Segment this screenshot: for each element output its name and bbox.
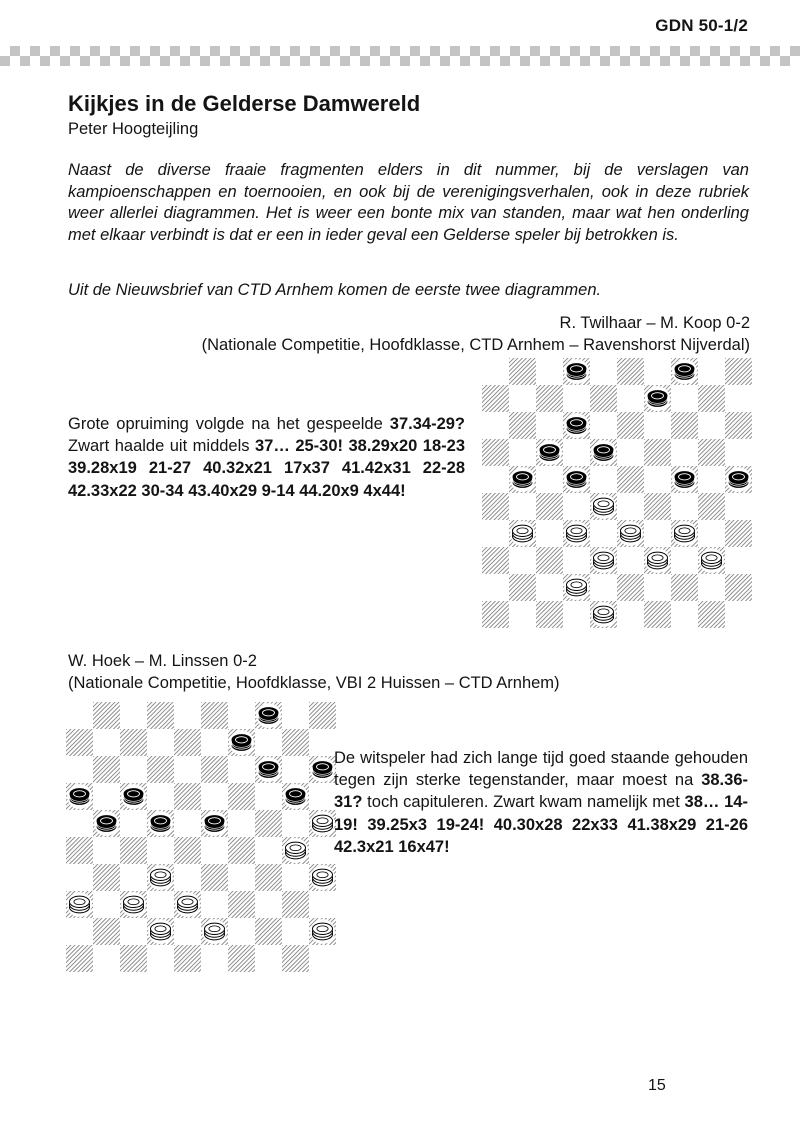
dark-square (120, 945, 147, 972)
light-square (255, 783, 282, 810)
light-square (255, 945, 282, 972)
dark-square (563, 520, 590, 547)
dark-square (725, 466, 752, 493)
dark-square (617, 412, 644, 439)
light-square (309, 945, 336, 972)
dark-square (698, 439, 725, 466)
dark-square (563, 466, 590, 493)
black-piece (309, 756, 336, 783)
move-notation: 37.34-29? (389, 415, 465, 433)
light-square (509, 439, 536, 466)
light-square (509, 385, 536, 412)
light-square (228, 918, 255, 945)
light-square (563, 439, 590, 466)
light-square (255, 837, 282, 864)
dark-square (698, 601, 725, 628)
white-piece (698, 547, 725, 574)
light-square (228, 810, 255, 837)
issue-header: GDN 50-1/2 (655, 16, 748, 35)
dark-square (174, 891, 201, 918)
light-square (93, 783, 120, 810)
dark-square (228, 729, 255, 756)
white-piece (120, 891, 147, 918)
white-piece (147, 864, 174, 891)
annotation-text: Zwart haalde uit middels (68, 437, 255, 456)
light-square (282, 756, 309, 783)
author-name: Peter Hoogteijling (68, 120, 199, 138)
dark-square (309, 918, 336, 945)
white-piece (644, 547, 671, 574)
white-piece (590, 493, 617, 520)
dark-square (482, 547, 509, 574)
dark-square (482, 385, 509, 412)
light-square (147, 891, 174, 918)
light-square (255, 729, 282, 756)
dark-square (725, 412, 752, 439)
dark-square (536, 547, 563, 574)
dark-square (255, 702, 282, 729)
light-square (255, 891, 282, 918)
dark-square (725, 520, 752, 547)
black-piece (147, 810, 174, 837)
dark-square (482, 439, 509, 466)
light-square (66, 810, 93, 837)
light-square (563, 385, 590, 412)
black-piece (563, 466, 590, 493)
move-notation: 38.36-31? (334, 771, 748, 812)
light-square (201, 891, 228, 918)
white-piece (174, 891, 201, 918)
light-square (174, 702, 201, 729)
white-piece (617, 520, 644, 547)
light-square (698, 358, 725, 385)
dark-square (93, 702, 120, 729)
light-square (66, 756, 93, 783)
dark-square (66, 891, 93, 918)
dark-square (725, 358, 752, 385)
dark-square (644, 385, 671, 412)
dark-square (482, 601, 509, 628)
dark-square (671, 520, 698, 547)
page-number: 15 (648, 1077, 666, 1094)
light-square (671, 385, 698, 412)
white-piece (309, 918, 336, 945)
light-square (509, 493, 536, 520)
light-square (66, 702, 93, 729)
black-piece (255, 756, 282, 783)
light-square (174, 756, 201, 783)
light-square (725, 439, 752, 466)
black-piece (282, 783, 309, 810)
light-square (698, 466, 725, 493)
dark-square (120, 729, 147, 756)
black-piece (725, 466, 752, 493)
dark-square (617, 574, 644, 601)
dark-square (590, 601, 617, 628)
light-square (93, 837, 120, 864)
dark-square (644, 439, 671, 466)
dark-square (66, 783, 93, 810)
white-piece (66, 891, 93, 918)
dark-square (644, 601, 671, 628)
light-square (282, 702, 309, 729)
light-square (617, 439, 644, 466)
dark-square (617, 358, 644, 385)
light-square (671, 493, 698, 520)
light-square (228, 702, 255, 729)
dark-square (644, 547, 671, 574)
dark-square (282, 837, 309, 864)
dark-square (174, 837, 201, 864)
dark-square (563, 574, 590, 601)
black-piece (201, 810, 228, 837)
light-square (482, 574, 509, 601)
dark-square (93, 918, 120, 945)
white-piece (282, 837, 309, 864)
light-square (671, 547, 698, 574)
dark-square (93, 864, 120, 891)
game1-heading (60, 313, 750, 356)
black-piece (644, 385, 671, 412)
dark-square (536, 493, 563, 520)
light-square (174, 864, 201, 891)
light-square (147, 729, 174, 756)
light-square (644, 574, 671, 601)
game2-players: W. Hoek – M. Linssen 0-2 (68, 652, 257, 670)
light-square (93, 729, 120, 756)
dark-square (509, 520, 536, 547)
dark-square (282, 783, 309, 810)
light-square (309, 729, 336, 756)
white-piece (201, 918, 228, 945)
dark-square (201, 918, 228, 945)
white-piece (309, 810, 336, 837)
dark-square (147, 702, 174, 729)
dark-square (147, 756, 174, 783)
dark-square (671, 466, 698, 493)
light-square (201, 729, 228, 756)
black-piece (93, 810, 120, 837)
light-square (725, 601, 752, 628)
light-square (563, 601, 590, 628)
annotation-text: toch capituleren. Zwart kwam namelijk met (362, 793, 685, 812)
black-piece (120, 783, 147, 810)
dark-square (201, 756, 228, 783)
light-square (120, 756, 147, 783)
dark-square (309, 864, 336, 891)
black-piece (671, 358, 698, 385)
dark-square (698, 493, 725, 520)
light-square (698, 574, 725, 601)
light-square (590, 574, 617, 601)
source-note: Uit de Nieuwsbrief van CTD Arnhem komen de eerste twee diagrammen. (68, 281, 602, 299)
light-square (282, 810, 309, 837)
light-square (590, 412, 617, 439)
dark-square (120, 783, 147, 810)
dark-square (120, 837, 147, 864)
dark-square (536, 601, 563, 628)
black-piece (255, 702, 282, 729)
game1-players: R. Twilhaar – M. Koop 0-2 (559, 314, 750, 332)
black-piece (66, 783, 93, 810)
light-square (66, 864, 93, 891)
white-piece (590, 601, 617, 628)
dark-square (617, 520, 644, 547)
dark-square (671, 358, 698, 385)
dark-square (509, 466, 536, 493)
dark-square (174, 783, 201, 810)
light-square (201, 837, 228, 864)
game1-event: (Nationale Competitie, Hoofdklasse, CTD Arnhem – Ravenshorst Nijverdal) (201, 335, 750, 354)
light-square (147, 783, 174, 810)
light-square (228, 756, 255, 783)
dark-square (66, 945, 93, 972)
dark-square (309, 810, 336, 837)
light-square (536, 574, 563, 601)
light-square (536, 358, 563, 385)
light-square (201, 945, 228, 972)
dark-square (201, 864, 228, 891)
page-title: Kijkjes in de Gelderse Damwereld (68, 91, 421, 116)
light-square (563, 547, 590, 574)
game2-draughts-board (66, 702, 336, 972)
light-square (590, 520, 617, 547)
white-piece (563, 520, 590, 547)
light-square (644, 358, 671, 385)
dark-square (536, 385, 563, 412)
dark-square (282, 729, 309, 756)
dark-square (255, 864, 282, 891)
light-square (120, 702, 147, 729)
light-square (120, 918, 147, 945)
light-square (644, 412, 671, 439)
white-piece (590, 547, 617, 574)
dark-square (201, 702, 228, 729)
move-notation: 38… 14-19! 39.25x3 19-24! 40.30x28 22x33 41.38x29 21-26 42.3x21 16x47! (334, 793, 748, 856)
game2-heading (68, 651, 560, 694)
light-square (725, 385, 752, 412)
light-square (563, 493, 590, 520)
black-piece (671, 466, 698, 493)
dark-square (120, 891, 147, 918)
light-square (120, 810, 147, 837)
dark-square (93, 756, 120, 783)
black-piece (563, 412, 590, 439)
dark-square (147, 810, 174, 837)
light-square (725, 547, 752, 574)
black-piece (590, 439, 617, 466)
black-piece (536, 439, 563, 466)
dark-square (93, 810, 120, 837)
dark-square (255, 918, 282, 945)
intro-paragraph: Naast de diverse fraaie fragmenten elders in dit nummer, bij de verslagen van kampioenschappen en toernooien, en ook bij de verenigingsverhalen, ook in deze rubriek weer allerlei diagrammen. Het is weer een bonte mix van standen, maar wat hen onderling met elkaar verbindt is dat er een in ieder geval een Gelderse speler bij betrokken is. (68, 161, 749, 244)
light-square (309, 837, 336, 864)
dark-square (590, 439, 617, 466)
white-piece (309, 864, 336, 891)
light-square (66, 918, 93, 945)
dark-square (590, 493, 617, 520)
dark-square (536, 439, 563, 466)
dark-square (174, 945, 201, 972)
dark-square (228, 945, 255, 972)
dark-square (309, 702, 336, 729)
light-square (201, 783, 228, 810)
white-piece (147, 918, 174, 945)
light-square (509, 547, 536, 574)
light-square (174, 810, 201, 837)
dark-square (255, 756, 282, 783)
light-square (309, 891, 336, 918)
dark-square (590, 385, 617, 412)
light-square (725, 493, 752, 520)
light-square (644, 520, 671, 547)
dark-square (617, 466, 644, 493)
white-piece (563, 574, 590, 601)
black-piece (509, 466, 536, 493)
dark-square (282, 945, 309, 972)
annotation-text: Grote opruiming volgde na het gespeelde (68, 415, 390, 433)
game2-event: (Nationale Competitie, Hoofdklasse, VBI 2 Huissen – CTD Arnhem) (68, 673, 560, 692)
checkered-divider (0, 46, 800, 66)
dark-square (509, 412, 536, 439)
move-notation: 37… 25-30! 38.29x20 18-23 39.28x19 21-27 40.32x21 17x37 41.42x31 22-28 42.33x22 30-34 43.40x29 9-14 44.20x9 4x44! (68, 437, 466, 500)
dark-square (174, 729, 201, 756)
dark-square (228, 891, 255, 918)
dark-square (228, 783, 255, 810)
white-piece (509, 520, 536, 547)
game2-annotation (334, 747, 748, 858)
dark-square (644, 493, 671, 520)
dark-square (725, 574, 752, 601)
dark-square (698, 385, 725, 412)
light-square (671, 439, 698, 466)
light-square (617, 493, 644, 520)
light-square (120, 864, 147, 891)
dark-square (282, 891, 309, 918)
dark-square (671, 412, 698, 439)
dark-square (671, 574, 698, 601)
light-square (174, 918, 201, 945)
dark-square (590, 547, 617, 574)
light-square (482, 412, 509, 439)
black-piece (563, 358, 590, 385)
dark-square (66, 729, 93, 756)
light-square (282, 918, 309, 945)
light-square (93, 891, 120, 918)
light-square (644, 466, 671, 493)
dark-square (482, 493, 509, 520)
game1-annotation (68, 413, 465, 502)
dark-square (509, 358, 536, 385)
light-square (147, 837, 174, 864)
light-square (147, 945, 174, 972)
dark-square (228, 837, 255, 864)
light-square (228, 864, 255, 891)
light-square (536, 520, 563, 547)
dark-square (563, 358, 590, 385)
black-piece (228, 729, 255, 756)
white-piece (671, 520, 698, 547)
dark-square (309, 756, 336, 783)
game1-draughts-board (482, 358, 752, 628)
light-square (698, 412, 725, 439)
dark-square (509, 574, 536, 601)
light-square (482, 466, 509, 493)
light-square (536, 412, 563, 439)
light-square (671, 601, 698, 628)
light-square (309, 783, 336, 810)
light-square (536, 466, 563, 493)
light-square (282, 864, 309, 891)
light-square (698, 520, 725, 547)
annotation-text: De witspeler had zich lange tijd goed staande gehouden tegen zijn sterke tegenstander, maar moest na (334, 749, 748, 790)
light-square (509, 601, 536, 628)
dark-square (201, 810, 228, 837)
light-square (590, 466, 617, 493)
light-square (482, 358, 509, 385)
light-square (617, 385, 644, 412)
dark-square (66, 837, 93, 864)
light-square (482, 520, 509, 547)
dark-square (147, 918, 174, 945)
light-square (590, 358, 617, 385)
dark-square (563, 412, 590, 439)
dark-square (147, 864, 174, 891)
light-square (617, 601, 644, 628)
light-square (93, 945, 120, 972)
dark-square (255, 810, 282, 837)
light-square (617, 547, 644, 574)
dark-square (698, 547, 725, 574)
